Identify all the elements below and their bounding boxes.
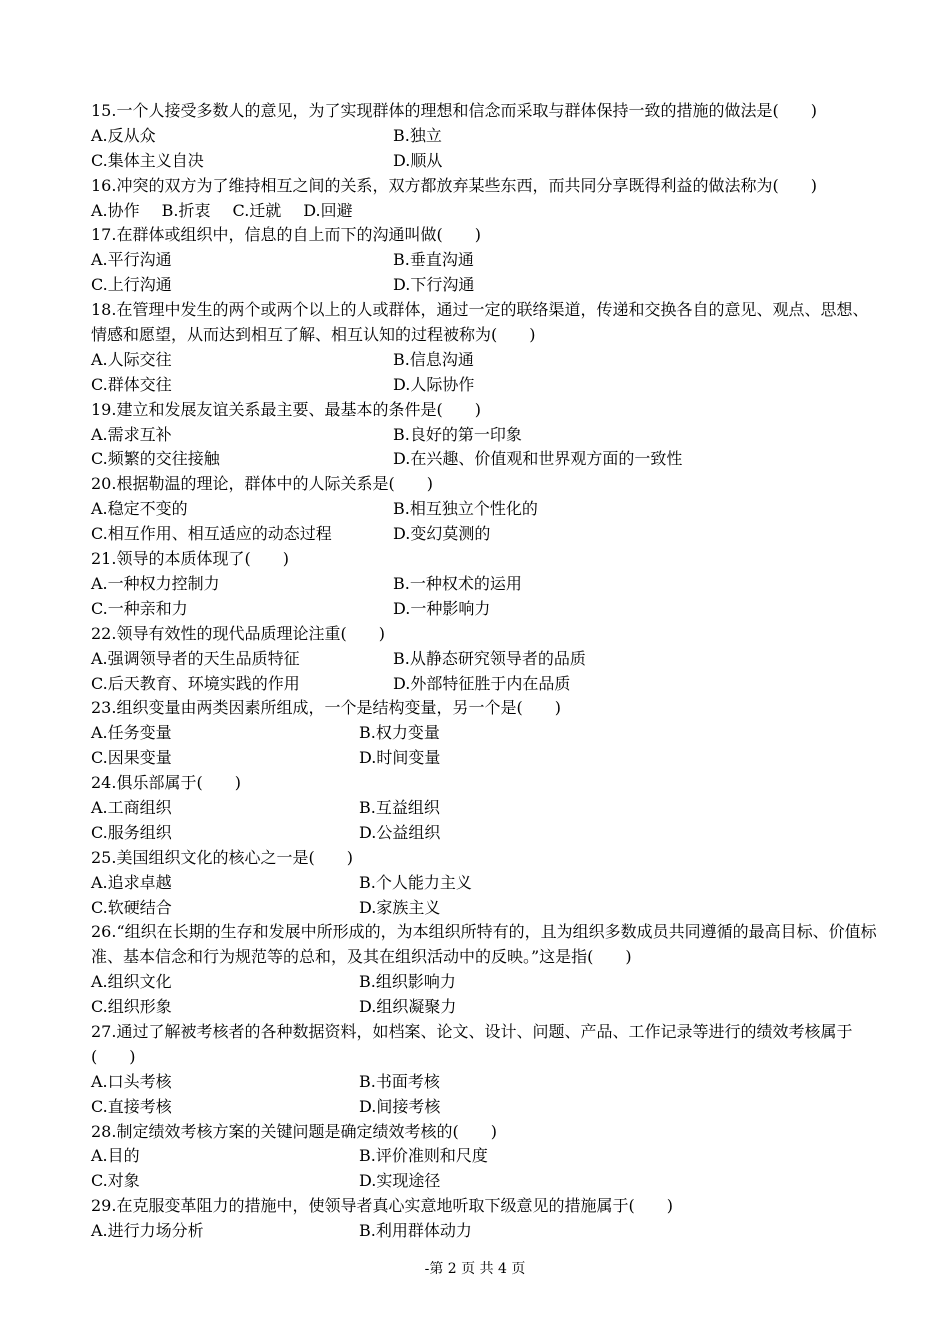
option: B.一种权术的运用 — [393, 573, 522, 593]
option: A.稳定不变的 — [91, 499, 188, 519]
option: B.独立 — [393, 125, 442, 145]
option-row — [91, 821, 881, 846]
option: D.变幻莫测的 — [393, 524, 491, 544]
question-stem: 16.冲突的双方为了维持相互之间的关系，双方都放弃某些东西，而共同分享既得利益的做法称为( ) — [91, 175, 817, 195]
page-footer: -第 2 页 共 4 页 — [424, 1261, 526, 1277]
option: B.组织影响力 — [359, 972, 456, 992]
option: B.折衷 — [161, 200, 211, 220]
option-row — [91, 746, 881, 771]
option: A.反从众 — [91, 125, 156, 145]
option: C.对象 — [91, 1171, 140, 1191]
question-stem: 17.在群体或组织中，信息的自上而下的沟通叫做( ) — [91, 225, 481, 245]
option: D.家族主义 — [359, 897, 441, 917]
option: D.间接考核 — [359, 1096, 441, 1116]
option: D.时间变量 — [359, 748, 441, 768]
question-stem: 25.美国组织文化的核心之一是( ) — [91, 847, 353, 867]
option: B.从静态研究领导者的品质 — [393, 648, 586, 668]
option-row — [91, 572, 881, 597]
question-stem: 27.通过了解被考核者的各种数据资料，如档案、论文、设计、问题、产品、工作记录等进行的绩效考核属于( ) — [91, 1021, 853, 1066]
option: C.一种亲和力 — [91, 598, 188, 618]
option: D.外部特征胜于内在品质 — [393, 673, 571, 693]
option: C.频繁的交往接触 — [91, 449, 220, 469]
question-stem: 22.领导有效性的现代品质理论注重( ) — [91, 623, 385, 643]
option: D.实现途径 — [359, 1171, 441, 1191]
option-row — [91, 995, 881, 1020]
option: A.任务变量 — [91, 723, 172, 743]
option: A.进行力场分析 — [91, 1221, 204, 1241]
option: A.组织文化 — [91, 972, 172, 992]
option: A.工商组织 — [91, 797, 172, 817]
option: D.组织凝聚力 — [359, 997, 457, 1017]
option: D.回避 — [303, 200, 353, 220]
question-stem: 28.制定绩效考核方案的关键问题是确定绩效考核的( ) — [91, 1121, 497, 1141]
exam-page-content — [91, 99, 881, 1244]
option: D.下行沟通 — [393, 275, 475, 295]
question-stem: 26.“组织在长期的生存和发展中所形成的，为本组织所特有的，且为组织多数成员共同遵循的最高目标、价值标准、基本信念和行为规范等的总和，及其在组织活动中的反映。”这是指( ) — [91, 922, 877, 967]
option: C.集体主义自决 — [91, 150, 204, 170]
question-stem: 23.组织变量由两类因素所组成，一个是结构变量，另一个是( ) — [91, 698, 561, 718]
option: A.强调领导者的天生品质特征 — [91, 648, 300, 668]
option-row — [91, 423, 881, 448]
option-row — [91, 248, 881, 273]
option-row — [91, 896, 881, 921]
option: B.评价准则和尺度 — [359, 1146, 488, 1166]
option: B.良好的第一印象 — [393, 424, 522, 444]
option-row — [91, 124, 881, 149]
question-stem: 18.在管理中发生的两个或两个以上的人或群体，通过一定的联络渠道，传递和交换各自的意见、观点、思想、情感和愿望，从而达到相互了解、相互认知的过程被称为( ) — [91, 300, 869, 345]
option: A.追求卓越 — [91, 872, 172, 892]
option-row — [91, 672, 881, 697]
option: B.垂直沟通 — [393, 250, 474, 270]
question-stem: 21.领导的本质体现了( ) — [91, 549, 289, 569]
option: D.顺从 — [393, 150, 443, 170]
question-stem: 29.在克服变革阻力的措施中，使领导者真心实意地听取下级意见的措施属于( ) — [91, 1196, 673, 1216]
option: A.需求互补 — [91, 424, 172, 444]
option: D.人际协作 — [393, 374, 475, 394]
option: A.目的 — [91, 1146, 140, 1166]
option-row — [91, 1070, 881, 1095]
option-row — [91, 597, 881, 622]
option: C.相互作用、相互适应的动态过程 — [91, 524, 332, 544]
option: C.直接考核 — [91, 1096, 172, 1116]
question-stem: 24.俱乐部属于( ) — [91, 773, 241, 793]
option: B.权力变量 — [359, 723, 440, 743]
option: C.因果变量 — [91, 748, 172, 768]
question-stem: 20.根据勒温的理论，群体中的人际关系是( ) — [91, 474, 433, 494]
option-row — [91, 970, 881, 995]
option-row — [91, 871, 881, 896]
option-row — [91, 373, 881, 398]
option-row — [91, 199, 881, 224]
option-row — [91, 1095, 881, 1120]
option: B.利用群体动力 — [359, 1221, 472, 1241]
option-row — [91, 149, 881, 174]
option-row — [91, 348, 881, 373]
option: B.相互独立个性化的 — [393, 499, 538, 519]
option: C.群体交往 — [91, 374, 172, 394]
option: C.软硬结合 — [91, 897, 172, 917]
option: A.口头考核 — [91, 1071, 172, 1091]
option: C.后天教育、环境实践的作用 — [91, 673, 300, 693]
option-row — [91, 273, 881, 298]
option: C.上行沟通 — [91, 275, 172, 295]
option-row — [91, 447, 881, 472]
option-row — [91, 1169, 881, 1194]
option: A.人际交往 — [91, 349, 172, 369]
question-stem: 19.建立和发展友谊关系最主要、最基本的条件是( ) — [91, 399, 481, 419]
option: C.服务组织 — [91, 822, 172, 842]
option: C.迁就 — [232, 200, 282, 220]
option-row — [91, 1219, 881, 1244]
option-row — [91, 1144, 881, 1169]
option: A.一种权力控制力 — [91, 573, 220, 593]
option: D.一种影响力 — [393, 598, 491, 618]
option: D.公益组织 — [359, 822, 441, 842]
option: B.信息沟通 — [393, 349, 474, 369]
option: C.组织形象 — [91, 997, 172, 1017]
option-row — [91, 522, 881, 547]
option: B.个人能力主义 — [359, 872, 472, 892]
option-row — [91, 647, 881, 672]
option-row — [91, 796, 881, 821]
option-row — [91, 721, 881, 746]
option-row — [91, 497, 881, 522]
option: A.协作 — [91, 200, 140, 220]
option: D.在兴趣、价值观和世界观方面的一致性 — [393, 449, 683, 469]
option: A.平行沟通 — [91, 250, 172, 270]
option: B.书面考核 — [359, 1071, 440, 1091]
option: B.互益组织 — [359, 797, 440, 817]
question-stem: 15.一个人接受多数人的意见，为了实现群体的理想和信念而采取与群体保持一致的措施的做法是( ) — [91, 101, 817, 120]
